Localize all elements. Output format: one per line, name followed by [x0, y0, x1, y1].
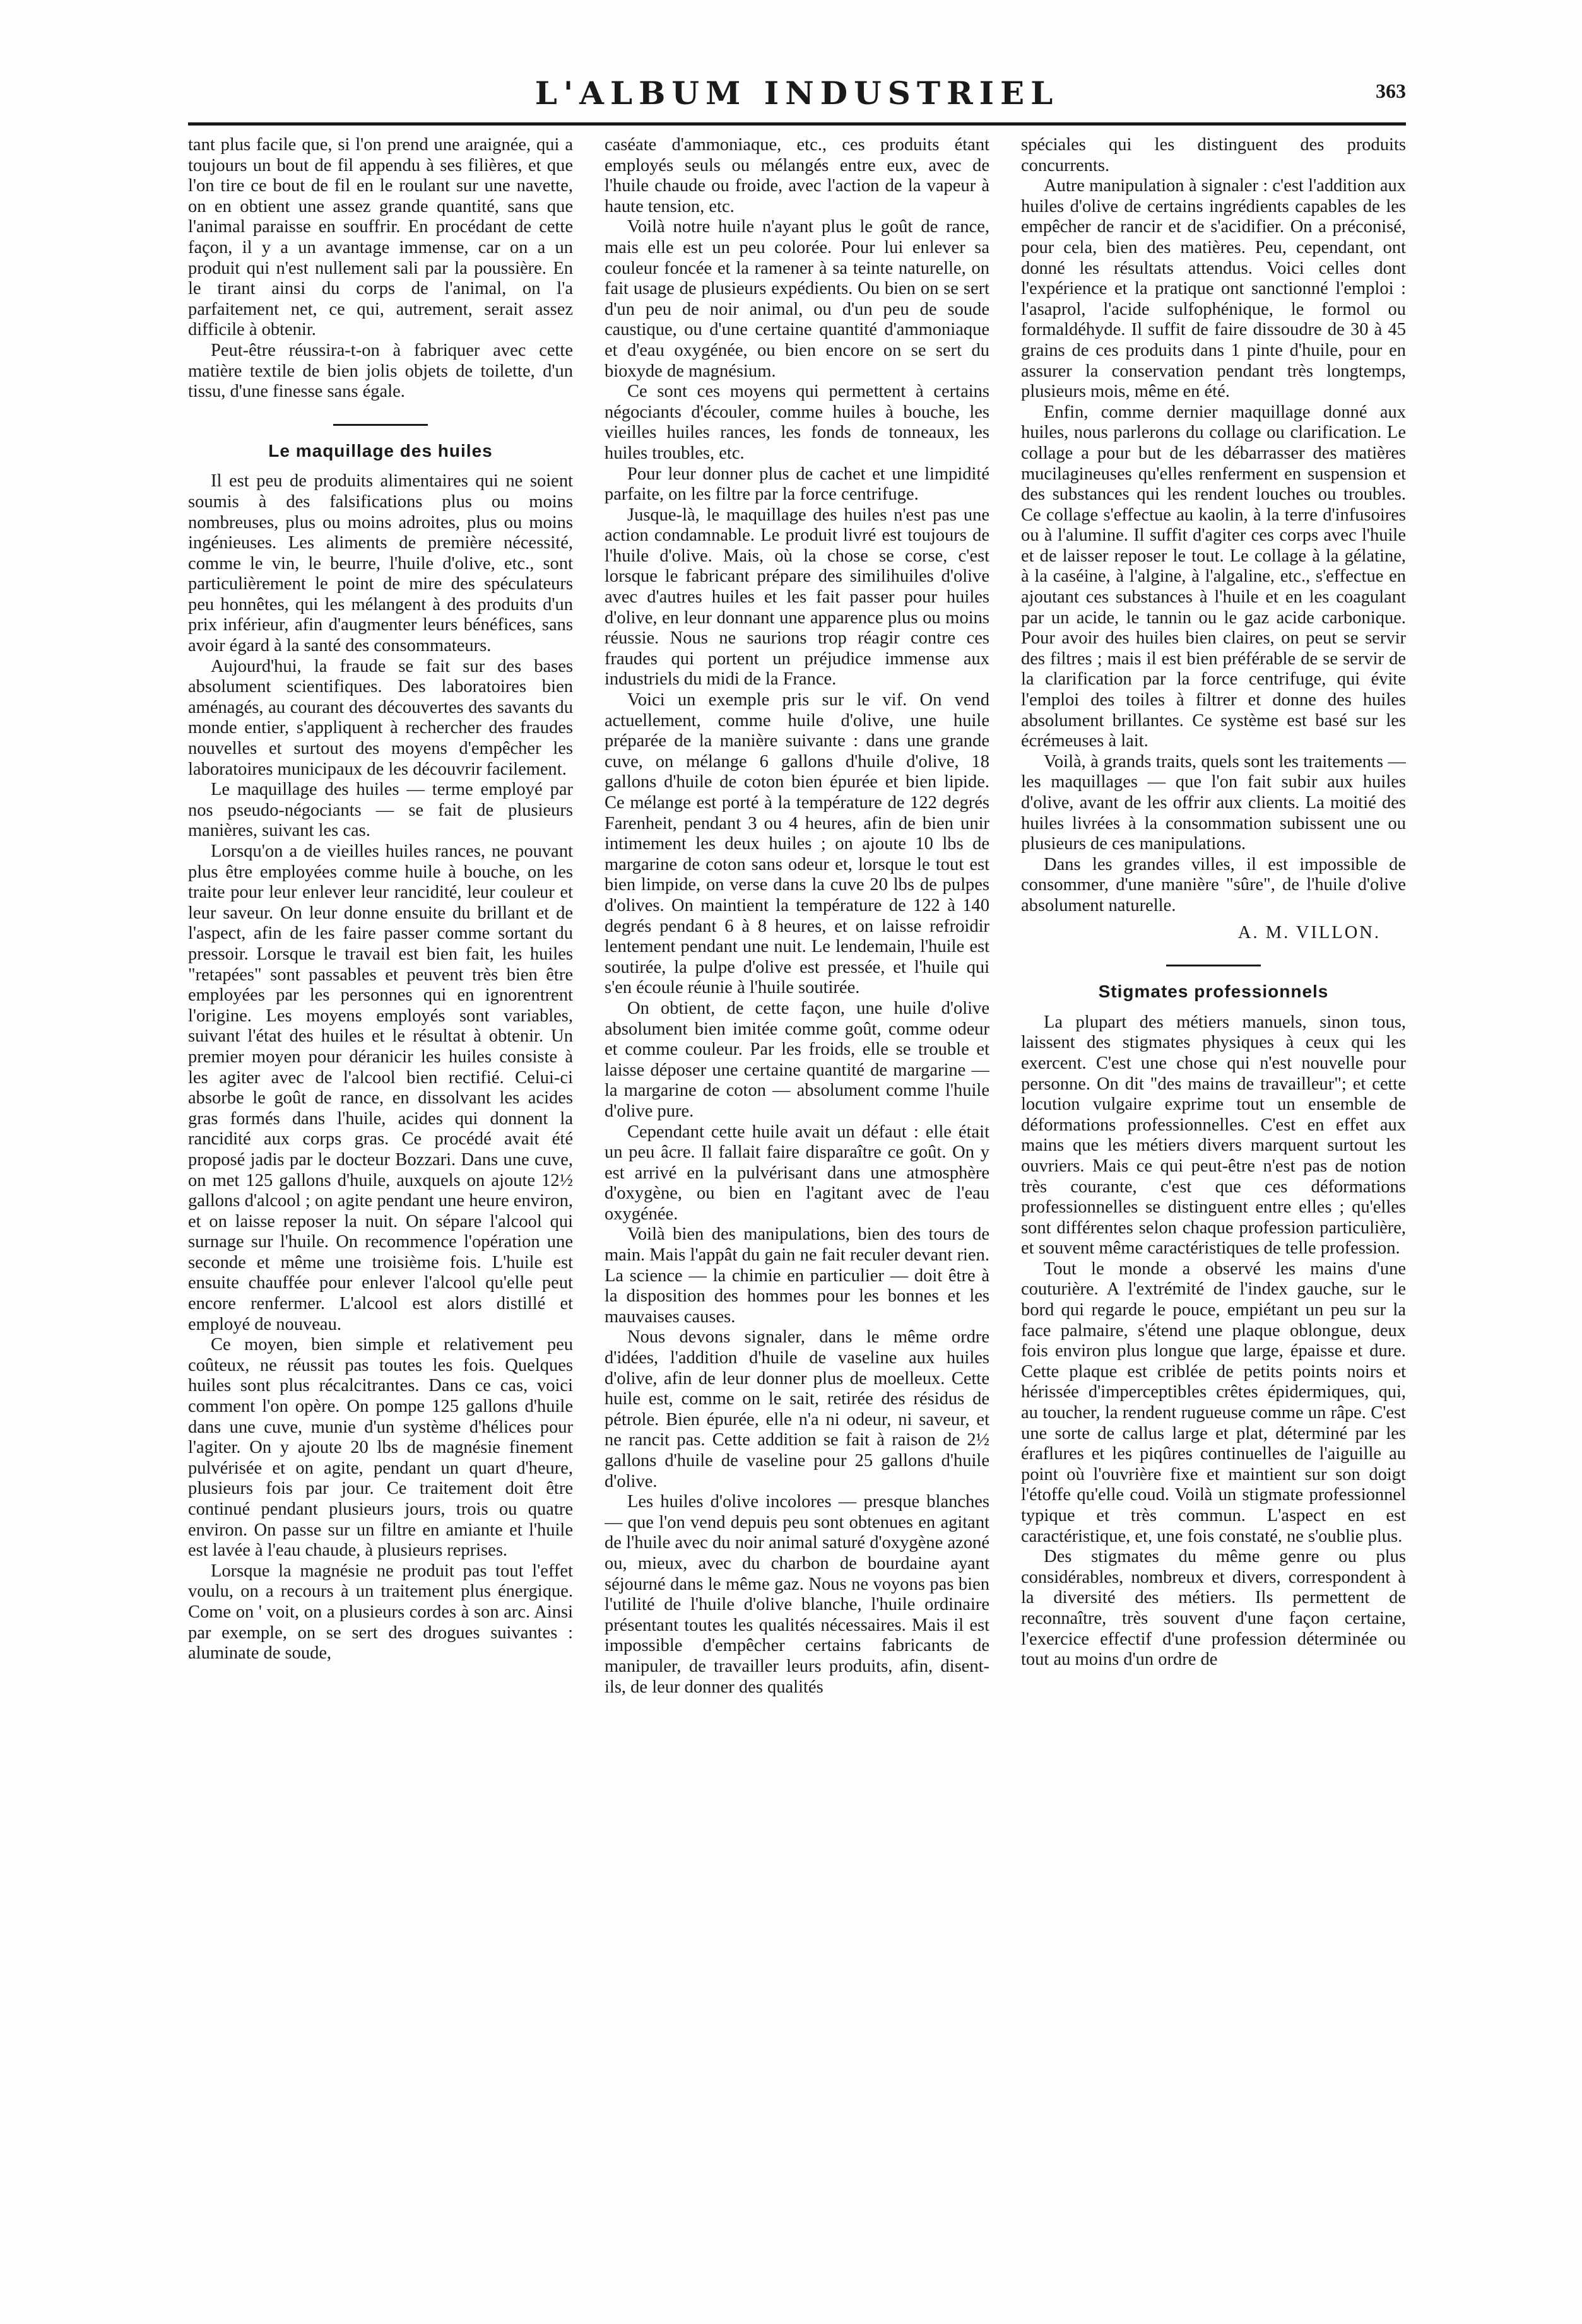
paragraph: Tout le monde a observé les mains d'une couturière. A l'extrémité de l'index gauche, sur le bord qui regarde le pouce, empiétant un peu sur la face palmaire, s'étend une plaque oblongue, deux fois environ plus longue que large, épaisse et dure. Cette plaque est criblée de petits points noirs et hérissée d'imperceptibles crêtes épidermiques, qui, au toucher, la rendent rugueuse comme un râpe. C'est une sorte de callus large et plat, déterminé par les éraflures et les piqûres continuelles de l'aiguille au point où l'ouvrière fixe et maintient sur son doigt l'étoffe qu'elle coud. Voilà un stigmate professionnel typique et très commun. L'aspect en est caractéristique, et, une fois constaté, ne s'oublie plus.: [1021, 1259, 1406, 1546]
paragraph: Autre manipulation à signaler : c'est l'addition aux huiles d'olive de certains ingrédients capables de les empêcher de rancir et de s'acidifier. On a préconisé, pour cela, bien des matières. Peu, cependant, ont donné les résultats attendus. Voici celles dont l'expérience et la pratique ont sanctionné l'emploi : l'asaprol, l'acide sulfophénique, le formol ou formaldéhyde. Il suffit de faire dissoudre de 30 à 45 grains de ces produits dans 1 pinte d'huile, pour en assurer la conservation pendant très longtemps, plusieurs mois, même en été.: [1021, 176, 1406, 402]
masthead-title: L'ALBUM INDUSTRIEL: [534, 74, 1060, 112]
paragraph: Il est peu de produits alimentaires qui ne soient soumis à des falsifications plus ou moins nombreuses, plus ou moins adroites, plus ou moins ingénieuses. Les aliments de première nécessité, comme le vin, le beurre, l'huile d'olive, etc., sont particulièrement le point de mire des spéculateurs peu honnêtes, qui les mélangent à des produits d'un prix inférieur, afin d'augmenter leurs bénéfices, sans avoir égard à la santé des consommateurs.: [188, 471, 573, 656]
paragraph: Lorsque la magnésie ne produit pas tout l'effet voulu, on a recours à un traitement plus énergique. Come on ' voit, on a plusieurs cordes à son arc. Ainsi par exemple, on se sert des drogues suivantes : aluminate de soude,: [188, 1561, 573, 1664]
paragraph: Ce moyen, bien simple et relativement peu coûteux, ne réussit pas toutes les fois. Quelques huiles sont plus récalcitrantes. Dans ce cas, voici comment l'on opère. On pompe 125 gallons d'huile dans une cuve, munie d'un système d'hélices pour l'agiter. On y ajoute 20 lbs de magnésie finement pulvérisée et on agite, pendant un quart d'heure, plusieurs fois par jour. Ce traitement doit être continué pendant plusieurs jours, trois ou quatre environ. On passe sur un filtre en amiante et l'huile est lavée à l'eau chaude, à plusieurs reprises.: [188, 1335, 573, 1561]
header-rule: [188, 122, 1406, 126]
paragraph: Nous devons signaler, dans le même ordre d'idées, l'addition d'huile de vaseline aux huiles d'olive, afin de leur donner plus de moelleux. Cette huile est, comme on le sait, retirée des résidus de pétrole. Bien épurée, elle n'a ni odeur, ni saveur, et ne rancit pas. Cette addition se fait à raison de 2½ gallons d'huile de vaseline pour 25 gallons d'huile d'olive.: [605, 1327, 989, 1491]
page-number: 363: [1376, 79, 1406, 102]
column-1: [188, 135, 573, 2274]
paragraph: Ce sont ces moyens qui permettent à certains négociants d'écouler, comme huiles à bouche, les vieilles huiles rances, les fonds de tonneaux, les huiles troubles, etc.: [605, 382, 989, 463]
section-divider: [1166, 965, 1261, 966]
paragraph: Peut-être réussira-t-on à fabriquer avec cette matière textile de bien jolis objets de toilette, d'un tissu, d'une finesse sans égale.: [188, 340, 573, 402]
paragraph: Lorsqu'on a de vieilles huiles rances, ne pouvant plus être employées comme huile à bouche, on les traite pour leur enlever leur rancidité, leur couleur et leur saveur. On leur donne ensuite du brillant et de l'aspect, afin de les faire passer comme sortant du pressoir. Lorsque le travail est bien fait, les huiles "retapées" sont passables et peuvent très bien être employées par les personnes qui en ignorentrent l'origine. Les moyens employés sont variables, suivant l'état des huiles et le résultat à obtenir. Un premier moyen pour déranicir les huiles consiste à les agiter avec de l'alcool bien rectifié. Celui-ci absorbe le goût de rance, en dissolvant les acides gras formés dans l'huile, acides qui donnent la rancidité aux corps gras. Ce procédé avait été proposé jadis par le docteur Bozzari. Dans une cuve, on met 125 gallons d'huile, auxquels on ajoute 12½ gallons d'alcool ; on agite pendant une heure environ, et on laisse reposer la nuit. On sépare l'alcool qui surnage sur l'huile. On recommence l'opération une seconde et même une troisième fois. L'huile est ensuite chauffée pour enlever l'alcool qu'elle peut encore renfermer. L'alcool est alors distillé et employé de nouveau.: [188, 842, 573, 1334]
paragraph: Dans les grandes villes, il est impossible de consommer, d'une manière "sûre", de l'huile d'olive absolument naturelle.: [1021, 854, 1406, 915]
paragraph: Des stigmates du même genre ou plus considérables, nombreux et divers, correspondent à la diversité des métiers. Ils permettent de reconnaître, très souvent d'une façon certaine, l'exercice effectif d'une profession déterminée ou tout au moins d'un ordre de: [1021, 1547, 1406, 1670]
paragraph: Les huiles d'olive incolores — presque blanches — que l'on vend depuis peu sont obtenues en agitant de l'huile avec du noir animal saturé d'oxygène azoné ou, mieux, avec du charbon de bourdaine ayant séjourné dans le même gaz. Nous ne voyons pas bien l'utilité de l'huile d'olive blanche, l'huile ordinaire présentant toutes les qualités nécessaires. Mais il est impossible d'empêcher certains fabricants de manipuler, de travailler leurs produits, afin, disent-ils, de leur donner des qualités: [605, 1492, 989, 1697]
paragraph: Aujourd'hui, la fraude se fait sur des bases absolument scientifiques. Des laboratoires bien aménagés, au courant des découvertes des savants du monde entier, s'appliquent à rechercher des fraudes nouvelles et surtout des moyens d'empêcher les laboratoires municipaux de les découvrir facilement.: [188, 656, 573, 779]
paragraph: Pour leur donner plus de cachet et une limpidité parfaite, on les filtre par la force centrifuge.: [605, 464, 989, 505]
paragraph: Voilà, à grands traits, quels sont les traitements — les maquillages — que l'on fait subir aux huiles d'olive, avant de les offrir aux clients. La moitié des huiles livrées à la consommation subissent une ou plusieurs de ces manipulations.: [1021, 751, 1406, 854]
article-heading-stigmates: Stigmates professionnels: [1098, 982, 1329, 1002]
paragraph: caséate d'ammoniaque, etc., ces produits étant employés seuls ou mélangés entre eux, avec de l'huile chaude ou froide, avec l'action de la vapeur à haute tension, etc.: [605, 135, 989, 216]
paragraph: spéciales qui les distinguent des produits concurrents.: [1021, 135, 1406, 175]
paragraph: La plupart des métiers manuels, sinon tous, laissent des stigmates physiques à ceux qui les exercent. C'est une chose qui n'est nouvelle pour personne. On dit "des mains de travailleur"; et cette locution vulgaire exprime tout un ensemble de déformations professionnelles. C'est en effet aux mains que les métiers divers marquent surtout les ouvriers. Mais ce qui peut-être n'est pas de notion très courante, c'est que ces déformations professionnelles se distinguent entre elles ; qu'elles sont différentes selon chaque profession particulière, et souvent même caractéristiques de telle profession.: [1021, 1012, 1406, 1259]
paragraph: Voilà notre huile n'ayant plus le goût de rance, mais elle est un peu colorée. Pour lui enlever sa couleur foncée et la ramener à sa teinte naturelle, on fait usage de plusieurs expédients. Ou bien on se sert d'un peu de noir animal, ou d'un peu de soude caustique, ou d'une certaine quantité d'ammoniaque et d'eau oxygénée, ou bien encore on se sert du bioxyde de magnésium.: [605, 217, 989, 381]
section-divider: [333, 424, 428, 426]
paragraph: Cependant cette huile avait un défaut : elle était un peu âcre. Il fallait faire disparaître ce goût. On y est arrivé en la pulvérisant dans une atmosphère d'oxygène, ou bien en l'agitant avec de l'eau oxygénée.: [605, 1122, 989, 1224]
column-2: [605, 135, 989, 2274]
paragraph: Jusque-là, le maquillage des huiles n'est pas une action condamnable. Le produit livré est toujours de l'huile d'olive. Mais, où la chose se corse, c'est lorsque le fabricant prépare des similihuiles d'olive avec d'autres huiles et les fait passer pour huiles d'olive, en leur donnant une apparence plus ou moins réussie. Nous ne saurions trop réagir contre ces fraudes qui portent un préjudice immense aux industriels du midi de la France.: [605, 505, 989, 690]
author-signature: A. M. VILLON.: [1237, 922, 1381, 942]
paragraph: Voilà bien des manipulations, bien des tours de main. Mais l'appât du gain ne fait reculer devant rien. La science — la chimie en particulier — doit être à la disposition des hommes pour les bonnes et les mauvaises causes.: [605, 1224, 989, 1327]
paragraph: tant plus facile que, si l'on prend une araignée, qui a toujours un bout de fil appendu à ses filières, et que l'on tire ce bout de fil en le roulant sur une navette, on en obtient une assez grande quantité, sans que l'animal paraisse en souffrir. En procédant de cette façon, il y a un avantage immense, car on a un produit qui n'est nullement sali par la poussière. En le tirant ainsi du corps de l'animal, on l'a parfaitement net, ce qui, autrement, serait assez difficile à obtenir.: [188, 135, 573, 340]
article-heading-huiles: Le maquillage des huiles: [268, 440, 493, 461]
page-header: [188, 74, 1406, 120]
paragraph: Enfin, comme dernier maquillage donné aux huiles, nous parlerons du collage ou clarification. Le collage a pour but de les débarrasser des matières mucilagineuses qu'elles renferment en suspension et des substances qui les rendent louches ou troubles. Ce collage s'effectue au kaolin, à la terre d'infusoires ou à l'alumine. Il suffit d'agiter ces corps avec l'huile et de laisser reposer le tout. Le collage à la gélatine, à la caséine, à l'algine, à l'algaline, etc., s'effectue en ajoutant ces substances à l'huile et en les coagulant par un acide, le tannin ou le gaz acide carbonique. Pour avoir des huiles bien claires, on peut se servir des filtres ; mais il est bien préférable de se servir de la clarification par la force centrifuge, qui évite l'emploi des toiles à filtrer et donne des huiles absolument brillantes. Ce système est basé sur les écrémeuses à lait.: [1021, 402, 1406, 751]
paragraph: Voici un exemple pris sur le vif. On vend actuellement, comme huile d'olive, une huile préparée de la manière suivante : dans une grande cuve, on mélange 6 gallons d'huile d'olive, 18 gallons d'huile de coton bien épurée et bien lipide. Ce mélange est porté à la température de 122 degrés Farenheit, pendant 3 ou 4 heures, afin de bien unir intimement les deux huiles ; on ajoute 10 lbs de margarine de coton sans odeur et, lorsque le tout est bien limpide, on verse dans la cuve 20 lbs de pulpes d'olives. On maintient la température de 122 à 140 degrés pendant 6 à 8 heures, et on laisse refroidir lentement pendant une nuit. Le lendemain, l'huile est soutirée, la pulpe d'olive est pressée, et l'huile qui s'en écoule réunie à l'huile soutirée.: [605, 690, 989, 998]
paragraph: Le maquillage des huiles — terme employé par nos pseudo-négociants — se fait de plusieurs manières, suivant les cas.: [188, 780, 573, 841]
paragraph: On obtient, de cette façon, une huile d'olive absolument bien imitée comme goût, comme odeur et comme couleur. Par les froids, elle se trouble et laisse déposer une certaine quantité de margarine — la margarine de coton — absolument comme l'huile d'olive pure.: [605, 998, 989, 1121]
column-3: [1021, 135, 1406, 2274]
